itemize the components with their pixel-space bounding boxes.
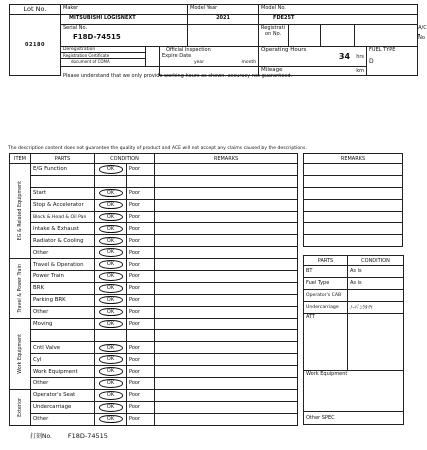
item-group bbox=[10, 164, 31, 259]
poor-label: Poor bbox=[129, 356, 141, 363]
poor-cell bbox=[127, 247, 155, 259]
year-label: year bbox=[194, 60, 205, 66]
ok-mark: OK bbox=[99, 355, 123, 364]
poor-label: Poor bbox=[129, 261, 141, 268]
coma-label: document of COMA bbox=[71, 59, 110, 65]
hours-value: 34 bbox=[338, 52, 351, 62]
ok-cell bbox=[95, 401, 127, 413]
poor-label: Poor bbox=[129, 321, 141, 328]
lot-label: Lot No. bbox=[10, 5, 61, 15]
part-name: Stop & Accelerator bbox=[31, 199, 95, 211]
table-row bbox=[10, 413, 298, 425]
remarks-cell bbox=[155, 389, 298, 401]
ac-label: A/C bbox=[418, 25, 420, 35]
cab-label: Operator's CAB bbox=[304, 289, 348, 301]
col-remarks: REMARKS bbox=[155, 154, 298, 164]
hours-label: Operating Hours bbox=[261, 47, 307, 54]
fuel-type-label: Fuel Type bbox=[304, 277, 348, 289]
part-name: Intake & Exhaust bbox=[31, 223, 95, 235]
serial-label: Serial No. bbox=[63, 24, 88, 31]
model-no-cell bbox=[259, 5, 418, 15]
ok-mark: OK bbox=[99, 248, 123, 257]
remarks-cell bbox=[155, 199, 298, 211]
registration-label-cell bbox=[259, 24, 289, 46]
item-group-label: Work Equipment bbox=[17, 333, 23, 374]
item-group bbox=[10, 389, 31, 425]
fuel-value: D bbox=[369, 58, 374, 66]
inspection-label: Official Inspection bbox=[166, 47, 211, 54]
dereg-cell bbox=[61, 47, 146, 67]
spec-table bbox=[303, 255, 404, 425]
work-equipment-label: Work Equipment bbox=[304, 370, 404, 411]
item-group-label: Travel & Power Train bbox=[17, 264, 23, 313]
poor-label: Poor bbox=[129, 380, 141, 387]
serial-value: F18D-74515 bbox=[73, 32, 121, 41]
remarks-cell bbox=[155, 282, 298, 294]
table-row bbox=[10, 330, 298, 342]
part-name bbox=[31, 175, 95, 187]
cab-value bbox=[348, 289, 404, 301]
poor-cell bbox=[127, 413, 155, 425]
header-table bbox=[9, 4, 427, 76]
poor-cell bbox=[127, 175, 155, 187]
poor-cell bbox=[127, 366, 155, 378]
poor-cell bbox=[127, 401, 155, 413]
ok-cell bbox=[95, 187, 127, 199]
inspection-cell bbox=[160, 47, 259, 67]
month-label: month bbox=[241, 60, 257, 66]
ok-mark: OK bbox=[99, 284, 123, 293]
stamp-no-value: F18D-74515 bbox=[67, 432, 108, 440]
col-condition: CONDITION bbox=[95, 154, 155, 164]
ok-mark: OK bbox=[99, 344, 123, 353]
poor-label: Poor bbox=[129, 404, 141, 411]
ac-value: No bbox=[418, 34, 425, 41]
ok-cell bbox=[95, 378, 127, 390]
ok-cell bbox=[95, 389, 127, 401]
col-parts: PARTS bbox=[31, 154, 95, 164]
ok-cell bbox=[95, 235, 127, 247]
ok-mark: OK bbox=[99, 415, 123, 424]
poor-cell bbox=[127, 199, 155, 211]
poor-label: Poor bbox=[129, 190, 141, 197]
poor-cell bbox=[127, 271, 155, 283]
part-name: Other bbox=[31, 247, 95, 259]
ok-cell bbox=[95, 199, 127, 211]
table-row bbox=[10, 259, 298, 271]
remarks-cell bbox=[155, 401, 298, 413]
part-name: Power Train bbox=[31, 271, 95, 283]
ok-cell bbox=[95, 164, 127, 176]
dereg-label: Deregistration bbox=[61, 47, 145, 53]
table-row bbox=[10, 175, 298, 187]
poor-cell bbox=[127, 389, 155, 401]
registration-label-2: on No. bbox=[265, 30, 282, 37]
ok-cell bbox=[95, 223, 127, 235]
dereg-check bbox=[146, 47, 160, 67]
fuel-type-value: As is bbox=[348, 277, 404, 289]
table-row bbox=[10, 282, 298, 294]
remarks-cell bbox=[155, 306, 298, 318]
remarks-cell bbox=[155, 294, 298, 306]
ok-mark: OK bbox=[99, 165, 123, 174]
registration-label: Registrati bbox=[261, 24, 285, 31]
remarks-cell bbox=[155, 271, 298, 283]
poor-label: Poor bbox=[129, 297, 141, 304]
part-name: Other bbox=[31, 378, 95, 390]
ok-mark: OK bbox=[99, 367, 123, 376]
registration-value-2 bbox=[321, 24, 355, 46]
ok-mark: OK bbox=[99, 213, 123, 222]
ok-mark: OK bbox=[99, 189, 123, 198]
table-row bbox=[10, 366, 298, 378]
remarks-cell bbox=[155, 223, 298, 235]
table-row bbox=[10, 199, 298, 211]
poor-label: Poor bbox=[129, 225, 141, 232]
item-group bbox=[10, 318, 31, 389]
model-year-value: 2021 bbox=[188, 14, 259, 24]
poor-label: Poor bbox=[129, 166, 141, 173]
table-row bbox=[10, 294, 298, 306]
poor-label: Poor bbox=[129, 249, 141, 256]
table-row bbox=[10, 389, 298, 401]
part-name: Moving bbox=[31, 318, 95, 330]
poor-cell bbox=[127, 211, 155, 223]
maker-value: MITSUBISHI LOGISNEXT bbox=[61, 14, 188, 24]
remarks-row bbox=[304, 235, 403, 247]
poor-label: Poor bbox=[129, 273, 141, 280]
maker-label: Maker bbox=[63, 5, 79, 11]
item-group-label: EG & Related Equipment bbox=[17, 181, 23, 241]
remarks-cell bbox=[155, 247, 298, 259]
table-row bbox=[10, 271, 298, 283]
inspection-table bbox=[9, 153, 298, 426]
maker-cell bbox=[61, 5, 188, 15]
undercarriage-label: Undercarriage bbox=[304, 301, 348, 313]
mileage-label: Mileage bbox=[261, 67, 283, 74]
poor-cell bbox=[127, 282, 155, 294]
undercarriage-value: ﾉｰﾊﾟﾝｸﾀｲﾔ bbox=[348, 301, 404, 313]
part-name: BRK bbox=[31, 282, 95, 294]
stamp-no-label: 打刻No. bbox=[30, 433, 52, 440]
remarks-row bbox=[304, 164, 403, 176]
part-name: Cyl bbox=[31, 354, 95, 366]
part-name: Operator's Seat bbox=[31, 389, 95, 401]
ok-mark: OK bbox=[99, 296, 123, 305]
remarks-cell bbox=[155, 354, 298, 366]
stamp-no bbox=[30, 431, 108, 440]
poor-label: Poor bbox=[129, 214, 141, 220]
fuel-label: FUEL TYPE bbox=[369, 47, 396, 54]
poor-cell bbox=[127, 164, 155, 176]
part-name: Cntl Valve bbox=[31, 342, 95, 354]
poor-label: Poor bbox=[129, 237, 141, 244]
remarks-row bbox=[304, 223, 403, 235]
notice-text: Please understand that we only provide working hours as shown. accuracy not guaranteed. bbox=[63, 73, 293, 79]
remarks-cell bbox=[155, 330, 298, 342]
ok-cell bbox=[95, 175, 127, 187]
remarks-row bbox=[304, 175, 403, 187]
model-no-label: Model No. bbox=[261, 5, 286, 11]
remarks-cell bbox=[155, 187, 298, 199]
remarks-cell bbox=[155, 175, 298, 187]
ok-mark: OK bbox=[99, 308, 123, 317]
ok-mark: OK bbox=[99, 201, 123, 210]
poor-cell bbox=[127, 354, 155, 366]
model-year-cell bbox=[188, 5, 259, 15]
poor-cell bbox=[127, 378, 155, 390]
poor-label: Poor bbox=[129, 202, 141, 209]
other-spec-label: Other SPEC bbox=[304, 411, 404, 424]
table-row bbox=[10, 306, 298, 318]
part-name: Work Equipment bbox=[31, 366, 95, 378]
part-name: Start bbox=[31, 187, 95, 199]
part-name: Undercarriage bbox=[31, 401, 95, 413]
ok-cell bbox=[95, 318, 127, 330]
poor-cell bbox=[127, 294, 155, 306]
ok-mark: OK bbox=[99, 260, 123, 269]
reg-cert-label: Registration Certificate bbox=[61, 53, 145, 59]
parts-header: PARTS bbox=[304, 256, 348, 266]
part-name: Parking BRK bbox=[31, 294, 95, 306]
poor-label: Poor bbox=[129, 285, 141, 292]
part-name: Radiator & Cooling bbox=[31, 235, 95, 247]
poor-cell bbox=[127, 342, 155, 354]
model-year-label: Model Year bbox=[190, 5, 218, 11]
remarks-row bbox=[304, 211, 403, 223]
remarks-cell bbox=[155, 211, 298, 223]
table-row bbox=[10, 401, 298, 413]
ok-cell bbox=[95, 342, 127, 354]
ok-cell bbox=[95, 271, 127, 283]
poor-label: Poor bbox=[129, 344, 141, 351]
item-group-label: Exterior bbox=[17, 397, 23, 417]
remarks-cell bbox=[155, 342, 298, 354]
remarks-cell bbox=[155, 413, 298, 425]
registration-value-1 bbox=[289, 24, 321, 46]
table-row bbox=[10, 378, 298, 390]
ok-mark: OK bbox=[99, 379, 123, 388]
remarks-header: REMARKS bbox=[304, 154, 403, 164]
ok-mark: OK bbox=[99, 320, 123, 329]
ok-mark: OK bbox=[99, 237, 123, 246]
table-row bbox=[10, 247, 298, 259]
part-name bbox=[31, 330, 95, 342]
remarks-cell bbox=[155, 318, 298, 330]
col-item: ITEM bbox=[10, 154, 31, 164]
poor-label: Poor bbox=[129, 309, 141, 316]
table-row bbox=[10, 318, 298, 330]
part-name: Travel & Operation bbox=[31, 259, 95, 271]
ok-cell bbox=[95, 294, 127, 306]
table-row bbox=[10, 223, 298, 235]
part-name: Block & Head & Oil Pan bbox=[31, 211, 95, 223]
poor-cell bbox=[127, 306, 155, 318]
ok-mark: OK bbox=[99, 272, 123, 281]
table-row bbox=[10, 211, 298, 223]
part-name: E/G Function bbox=[31, 164, 95, 176]
ok-cell bbox=[95, 259, 127, 271]
poor-cell bbox=[127, 235, 155, 247]
remarks-cell bbox=[155, 164, 298, 176]
hours-unit: hrs bbox=[356, 54, 365, 61]
fuel-cell bbox=[367, 47, 418, 76]
remarks-cell bbox=[155, 235, 298, 247]
condition-header: CONDITION bbox=[348, 256, 404, 266]
table-row bbox=[10, 342, 298, 354]
poor-label: Poor bbox=[129, 416, 141, 423]
ok-cell bbox=[95, 354, 127, 366]
remarks-cell bbox=[155, 366, 298, 378]
part-name: Other bbox=[31, 306, 95, 318]
att-label: ATT bbox=[304, 313, 348, 370]
poor-cell bbox=[127, 223, 155, 235]
ok-mark: OK bbox=[99, 403, 123, 412]
ok-mark: OK bbox=[99, 225, 123, 234]
ok-cell bbox=[95, 306, 127, 318]
att-value bbox=[348, 313, 404, 370]
poor-cell bbox=[127, 330, 155, 342]
inspection-label-2: Expire Date bbox=[162, 53, 192, 60]
table-row bbox=[10, 164, 298, 176]
remarks-row bbox=[304, 199, 403, 211]
hours-cell bbox=[259, 47, 367, 67]
ok-cell bbox=[95, 366, 127, 378]
table-row bbox=[10, 354, 298, 366]
poor-cell bbox=[127, 187, 155, 199]
model-no-value: FDE25T bbox=[259, 14, 418, 24]
table-row bbox=[10, 187, 298, 199]
bt-label: BT bbox=[304, 266, 348, 278]
serial-cell bbox=[61, 24, 188, 46]
poor-cell bbox=[127, 318, 155, 330]
item-group bbox=[10, 259, 31, 318]
ok-cell bbox=[95, 330, 127, 342]
ok-cell bbox=[95, 282, 127, 294]
ok-cell bbox=[95, 211, 127, 223]
disclaimer-text: The description content does not guarantee the quality of product and ACE will not accept any claims caused by the descriptions. bbox=[8, 146, 307, 151]
remarks-cell bbox=[155, 259, 298, 271]
table-row bbox=[10, 235, 298, 247]
mileage-unit: km bbox=[356, 68, 365, 75]
ok-cell bbox=[95, 413, 127, 425]
lot-number: 02180 bbox=[10, 14, 61, 75]
poor-label: Poor bbox=[129, 392, 141, 399]
remarks-cell bbox=[155, 378, 298, 390]
ok-cell bbox=[95, 247, 127, 259]
ok-mark: OK bbox=[99, 391, 123, 400]
remarks-table bbox=[303, 153, 403, 247]
remarks-row bbox=[304, 187, 403, 199]
poor-label: Poor bbox=[129, 368, 141, 375]
poor-cell bbox=[127, 259, 155, 271]
part-name: Other bbox=[31, 413, 95, 425]
registration-blank bbox=[188, 24, 259, 46]
bt-value: As is bbox=[348, 266, 404, 278]
